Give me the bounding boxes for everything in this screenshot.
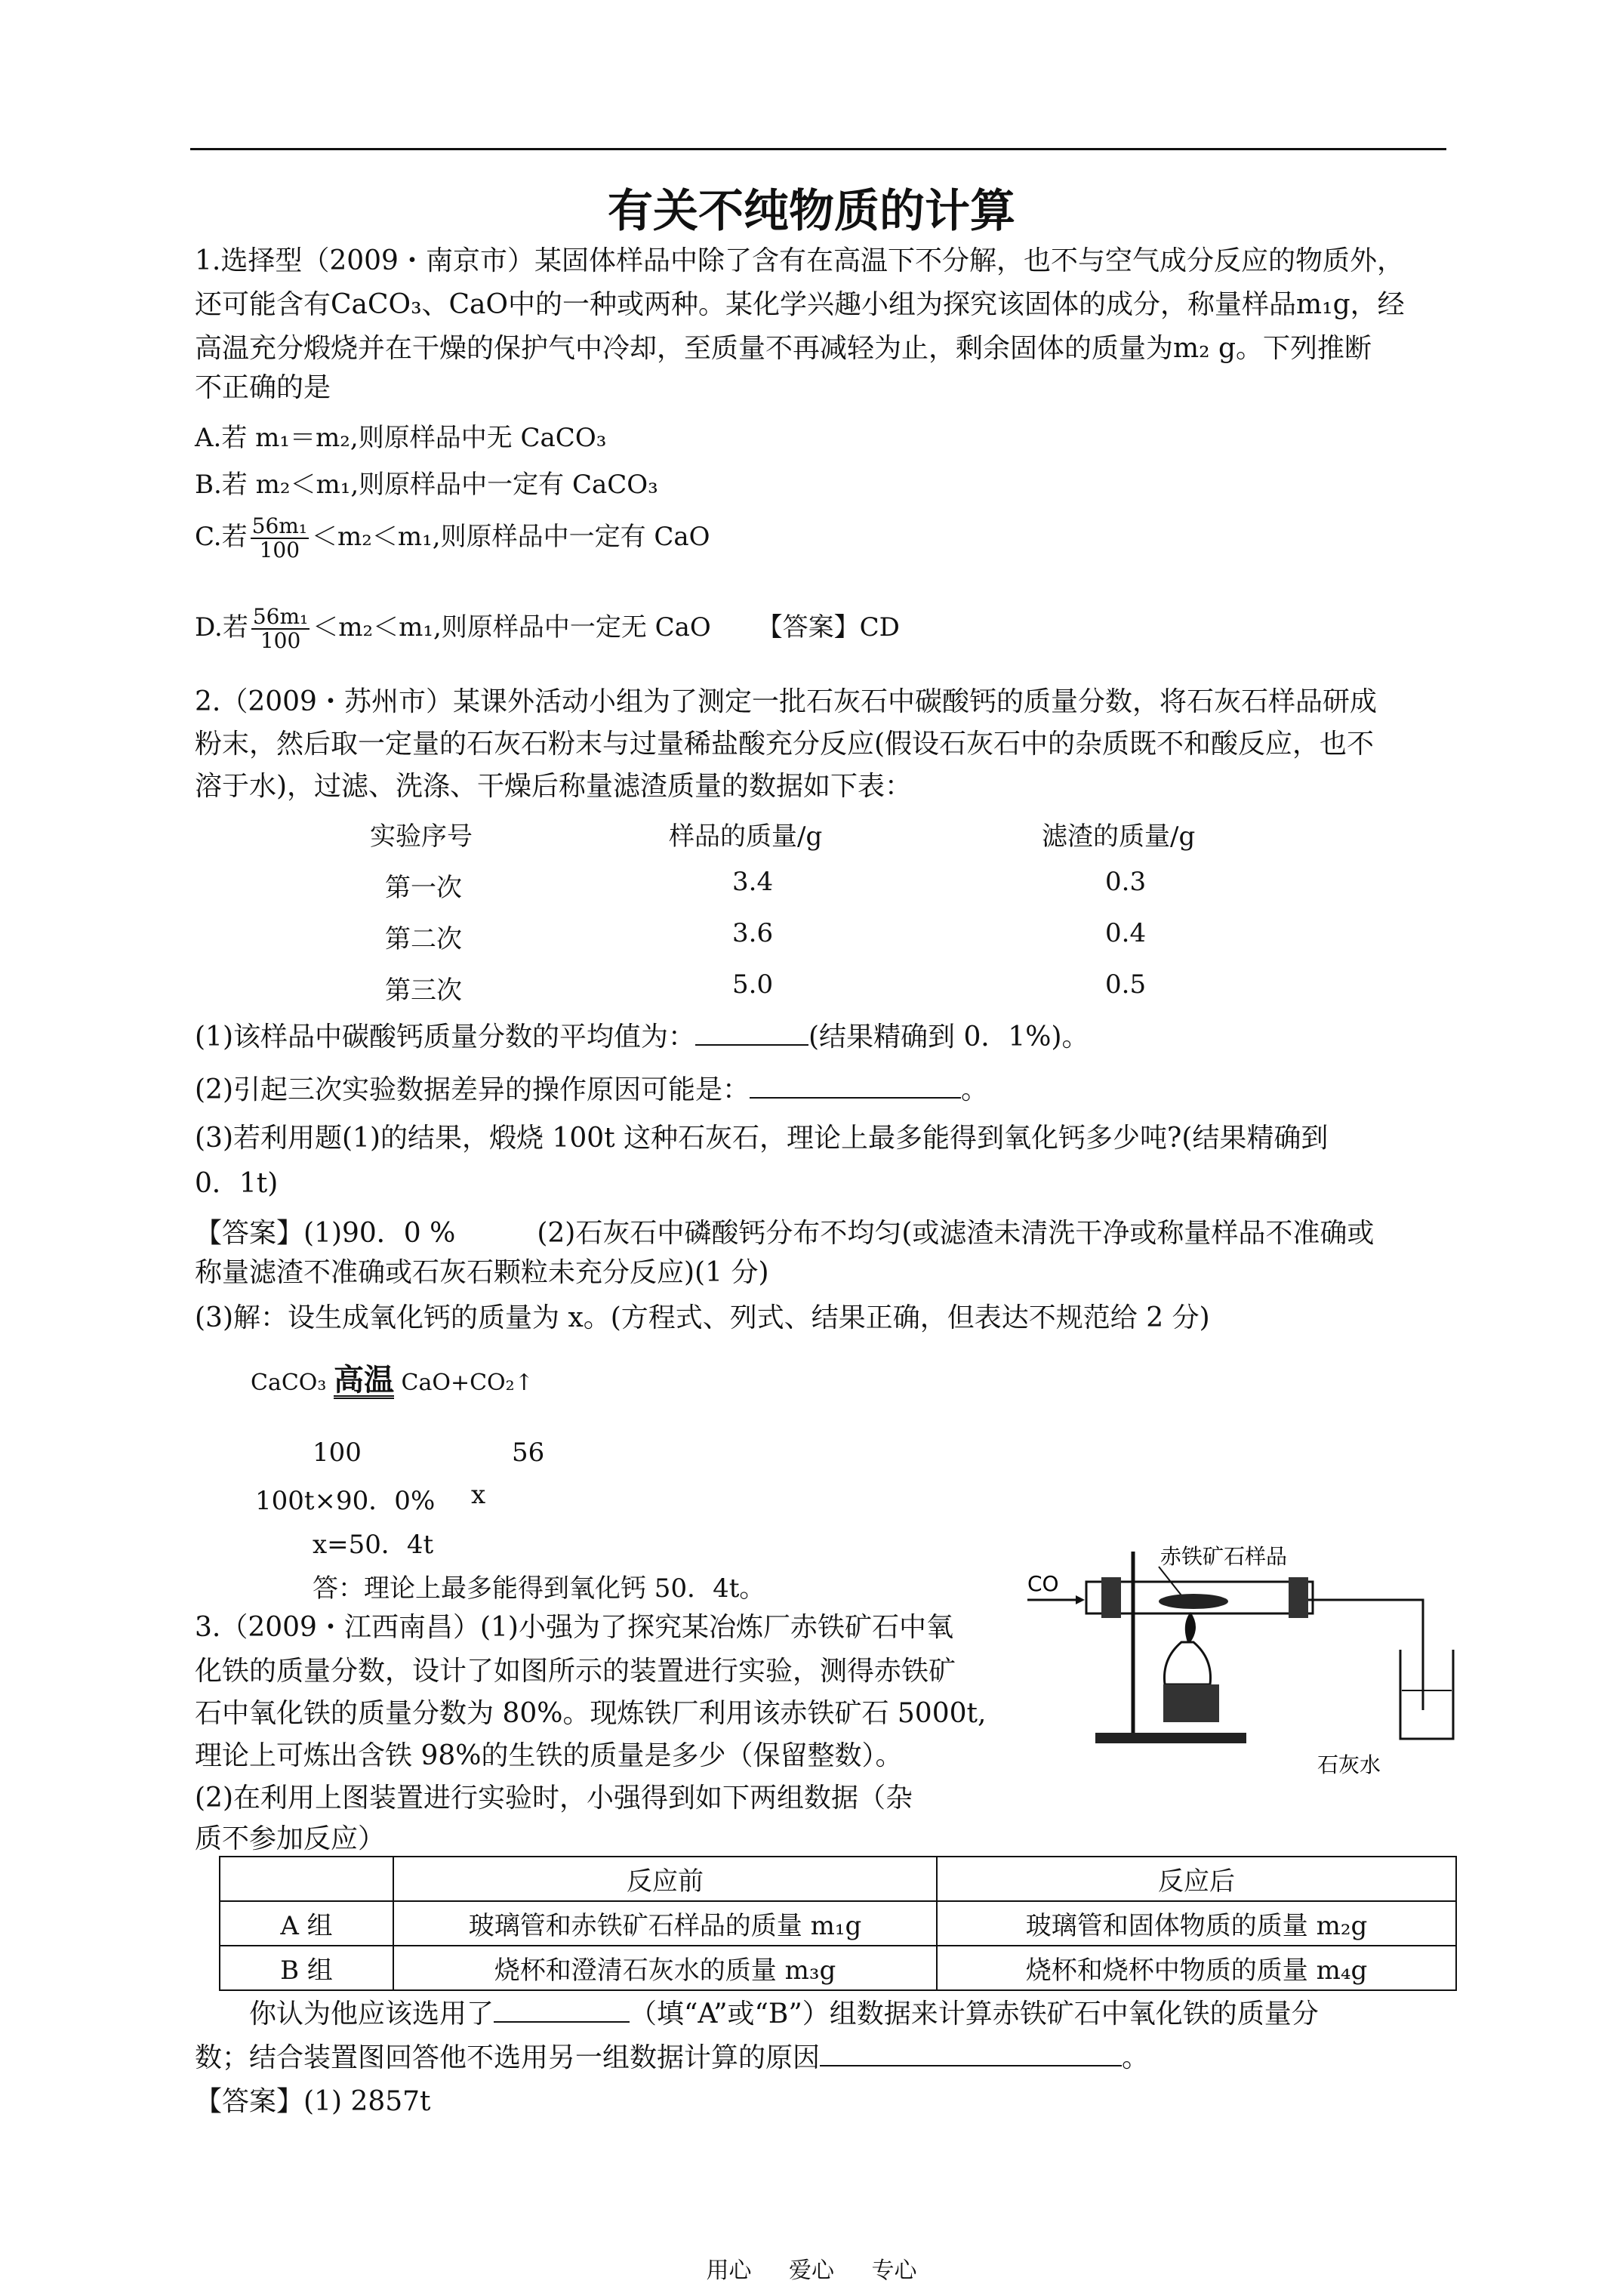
- table-cell: 玻璃管和赤铁矿石样品的质量 m₁g: [393, 1901, 937, 1946]
- fraction: [251, 515, 309, 562]
- page-footer: 用心 爱心 专心: [706, 2257, 917, 2284]
- q2-final-answer: 答：理论上最多能得到氧化钙 50．4t。: [313, 1573, 765, 1604]
- arrow-head-icon: [1076, 1595, 1085, 1604]
- figure-label-sample: 赤铁矿石样品: [1160, 1544, 1288, 1569]
- fraction: [251, 606, 310, 652]
- alcohol-lamp: [1164, 1642, 1210, 1684]
- q2-table-cell: 第一次: [385, 873, 462, 903]
- table-cell: B 组: [220, 1946, 393, 1990]
- stopper-left: [1101, 1577, 1121, 1618]
- fraction-numerator: 56m₁: [252, 604, 309, 629]
- q3-data-table: [219, 1856, 1457, 1991]
- calc-56: 56: [512, 1438, 545, 1468]
- table-row: [220, 1901, 1456, 1946]
- table-header: 反应后: [937, 1857, 1456, 1901]
- q3-after-text: 你认为他应该选用了: [195, 1999, 494, 2029]
- table-header: 反应前: [393, 1857, 937, 1901]
- q3-line-6: 质不参加反应）: [195, 1823, 386, 1854]
- q2-sub1: [195, 1019, 1089, 1056]
- q2-table-cell: 0.4: [1105, 918, 1147, 948]
- answer-blank[interactable]: [820, 2065, 1122, 2066]
- q2-table-header: 样品的质量/g: [669, 821, 823, 852]
- chemical-equation: [251, 1362, 534, 1399]
- figure-label-limewater: 石灰水: [1317, 1752, 1381, 1777]
- q1-option-a: A.若 m₁＝m₂,则原样品中无 CaCO₃: [195, 423, 607, 453]
- q3-line-2: 化铁的质量分数，设计了如图所示的装置进行实验，测得赤铁矿: [195, 1656, 956, 1687]
- q1-line-1: 1.选择型（2009・南京市）某固体样品中除了含有在高温下不分解，也不与空气成分反应的物质外，: [195, 245, 1404, 276]
- table-header: [220, 1857, 393, 1901]
- q2-sub1-note: (结果精确到 0．1%)。: [808, 1022, 1089, 1052]
- q2-answer-line-2: 称量滤渣不准确或石灰石颗粒未充分反应)(1 分): [195, 1257, 769, 1288]
- q3-after-text-2: （填“A”或“B”）组数据来计算赤铁矿石中氧化铁的质量分: [630, 1999, 1319, 2029]
- q2-table-header: 实验序号: [370, 821, 473, 852]
- q3-after-end: 。: [1122, 2042, 1150, 2073]
- q2-sub2-text: (2)引起三次实验数据差异的操作原因可能是：: [195, 1074, 750, 1105]
- table-row: [220, 1946, 1456, 1990]
- q2-table-header: 滤渣的质量/g: [1042, 821, 1196, 852]
- q1-option-d-prefix: D.若: [195, 612, 248, 643]
- q3-line-3: 石中氧化铁的质量分数为 80%。现炼铁厂利用该赤铁矿石 5000t,: [195, 1698, 987, 1729]
- table-cell: 烧杯和澄清石灰水的质量 m₃g: [393, 1946, 937, 1990]
- q2-sub2: [195, 1072, 988, 1108]
- q2-line-3: 溶于水)，过滤、洗涤、干燥后称量滤渣质量的数据如下表：: [195, 771, 913, 802]
- header-rule: [190, 148, 1446, 150]
- q3-line-1: 3.（2009・江西南昌）(1)小强为了探究某冶炼厂赤铁矿石中氧: [195, 1612, 953, 1643]
- q2-table-cell: 第三次: [385, 975, 462, 1006]
- q3-after-text-3: 数；结合装置图回答他不选用另一组数据计算的原因: [195, 2042, 821, 2073]
- stand-base: [1095, 1733, 1246, 1743]
- apparatus-figure: [1023, 1536, 1483, 1786]
- fraction-denominator: 100: [259, 538, 300, 562]
- beaker: [1400, 1650, 1453, 1739]
- q3-after-line-2: [195, 2040, 1149, 2076]
- q2-line-2: 粉末，然后取一定量的石灰石粉末与过量稀盐酸充分反应(假设石灰石中的杂质既不和酸反应，也不: [195, 729, 1375, 760]
- q1-line-3: 高温充分煅烧并在干燥的保护气中冷却，至质量不再减轻为止，剩余固体的质量为m₂ g。下列推断: [195, 333, 1372, 364]
- q1-option-c-suffix: ＜m₂＜m₁,则原样品中一定有 CaO: [312, 522, 710, 552]
- flame-icon: [1185, 1612, 1196, 1642]
- q1-option-d-suffix: ＜m₂＜m₁,则原样品中一定无 CaO: [313, 612, 711, 643]
- q1-option-c: [195, 515, 710, 562]
- answer-blank[interactable]: [750, 1097, 961, 1099]
- q2-table-cell: 3.4: [732, 867, 774, 897]
- table-row: [220, 1857, 1456, 1901]
- equation-reactant: CaCO₃: [251, 1370, 327, 1396]
- stopper-right: [1289, 1577, 1308, 1618]
- calc-100: 100: [313, 1438, 362, 1468]
- equation-products: CaO+CO₂↑: [401, 1370, 534, 1396]
- equation-condition: 高温: [333, 1362, 394, 1398]
- fraction-numerator: 56m₁: [251, 513, 308, 538]
- calc-result: x=50．4t: [313, 1530, 434, 1560]
- delivery-tube: [1308, 1600, 1423, 1710]
- q3-line-5: (2)在利用上图装置进行实验时，小强得到如下两组数据（杂: [195, 1783, 913, 1814]
- calc-x: x: [471, 1480, 486, 1510]
- q2-table-cell: 3.6: [732, 918, 774, 948]
- q2-sub3-line-2: 0．1t): [195, 1168, 279, 1199]
- q2-table-cell: 0.5: [1105, 969, 1147, 1000]
- q2-sub3-line-1: (3)若利用题(1)的结果，煅烧 100t 这种石灰石，理论上最多能得到氧化钙多少吨?(结果精确到: [195, 1123, 1329, 1154]
- q1-line-2: 还可能含有CaCO₃、CaO中的一种或两种。某化学兴趣小组为探究该固体的成分，称量样品m₁g，经: [195, 289, 1405, 320]
- q1-option-d: [195, 606, 900, 652]
- q2-sub2-end: 。: [961, 1074, 989, 1105]
- q2-table-cell: 0.3: [1105, 867, 1147, 897]
- q2-answer-line-1: 【答案】(1)90．0 % (2)石灰石中磷酸钙分布不均匀(或滤渣未清洗干净或称量样品不准确或: [195, 1218, 1375, 1249]
- q3-line-4: 理论上可炼出含铁 98%的生铁的质量是多少（保留整数）。: [195, 1740, 903, 1771]
- calc-mass: 100t×90．0%: [255, 1486, 436, 1516]
- figure-label-co: CO: [1027, 1571, 1059, 1596]
- answer-blank[interactable]: [494, 2021, 630, 2023]
- q2-answer-line-3: (3)解：设生成氧化钙的质量为 x。(方程式、列式、结果正确，但表达不规范给 2 分): [195, 1302, 1210, 1333]
- q2-line-1: 2.（2009・苏州市）某课外活动小组为了测定一批石灰石中碳酸钙的质量分数，将石灰石样品研成: [195, 686, 1377, 717]
- page-title: 有关不纯物质的计算: [608, 185, 1015, 238]
- q3-after-line-1: [195, 1996, 1319, 2032]
- q2-sub1-text: (1)该样品中碳酸钙质量分数的平均值为：: [195, 1022, 695, 1052]
- lamp-body: [1163, 1684, 1219, 1722]
- q1-option-c-prefix: C.若: [195, 522, 248, 552]
- q1-answer: 【答案】CD: [756, 612, 900, 643]
- q2-table-cell: 第二次: [385, 924, 462, 954]
- fraction-denominator: 100: [260, 628, 301, 653]
- answer-blank[interactable]: [695, 1044, 808, 1046]
- table-cell: 烧杯和烧杯中物质的质量 m₄g: [937, 1946, 1456, 1990]
- table-cell: A 组: [220, 1901, 393, 1946]
- q2-table-cell: 5.0: [732, 969, 774, 1000]
- table-cell: 玻璃管和固体物质的质量 m₂g: [937, 1901, 1456, 1946]
- q3-answer: 【答案】(1) 2857t: [195, 2086, 431, 2117]
- ore-sample: [1159, 1594, 1228, 1609]
- q1-line-4: 不正确的是: [195, 372, 331, 403]
- q1-option-b: B.若 m₂＜m₁,则原样品中一定有 CaCO₃: [195, 470, 658, 500]
